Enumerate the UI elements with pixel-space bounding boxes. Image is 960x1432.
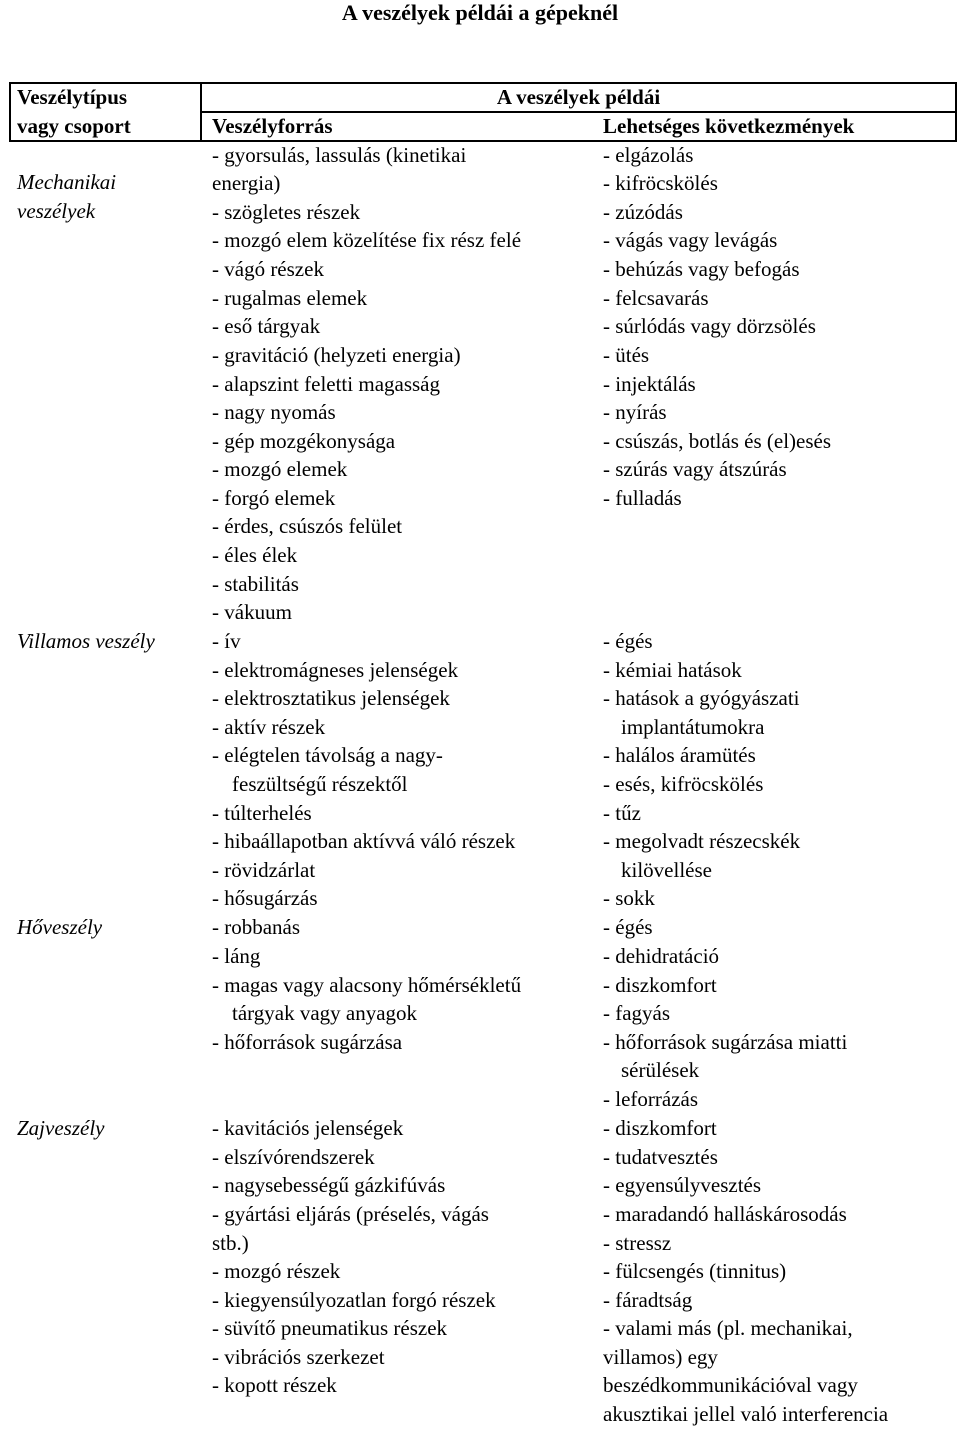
hazard-source-item: - magas vagy alacsony hőmérsékletű [212,973,522,997]
hazard-source-item: energia) [212,171,281,195]
hazard-source-item: - rövidzárlat [212,858,316,882]
hazard-type-label: Hőveszély [17,915,103,939]
hazard-source-item: - rugalmas elemek [212,286,368,310]
hazard-source-item: - elégtelen távolság a nagy- [212,743,443,767]
header-source: Veszélyforrás [212,114,333,138]
consequence-item: - vágás vagy levágás [603,228,778,252]
consequence-item: - csúszás, botlás és (el)esés [603,429,832,453]
consequence-item: - szúrás vagy átszúrás [603,457,787,481]
hazard-source-item: feszültségű részektől [232,772,408,796]
hazard-source-item: - gép mozgékonysága [212,429,396,453]
consequence-item: - stressz [603,1231,672,1255]
consequence-item: - nyírás [603,400,667,424]
consequence-item: - leforrázás [603,1087,699,1111]
consequence-item: - zúzódás [603,200,683,224]
consequence-item: - tudatvesztés [603,1145,718,1169]
hazard-source-item: - robbanás [212,915,301,939]
hazard-source-item: - nagy nyomás [212,400,336,424]
hazard-source-item: - kopott részek [212,1373,337,1397]
hazard-source-item: - aktív részek [212,715,326,739]
hazard-type-label: Mechanikai [17,170,117,194]
hazard-source-item: - gyorsulás, lassulás (kinetikai [212,143,467,167]
consequence-item: beszédkommunikációval vagy [603,1373,858,1397]
consequence-item: - ütés [603,343,650,367]
consequence-item: - súrlódás vagy dörzsölés [603,314,816,338]
hazard-source-item: - elszívórendszerek [212,1145,375,1169]
header-examples: A veszélyek példái [496,85,661,109]
hazard-source-item: - vákuum [212,600,292,624]
consequence-item: - égés [603,629,653,653]
consequence-item: - diszkomfort [603,1116,717,1140]
hazard-source-item: stb.) [212,1231,249,1255]
consequence-item: - fáradtság [603,1288,693,1312]
hazard-type-label: veszélyek [17,199,96,223]
consequence-item: - valami más (pl. mechanikai, [603,1316,853,1340]
hazard-source-item: tárgyak vagy anyagok [232,1001,418,1025]
hazard-source-item: - kavitációs jelenségek [212,1116,404,1140]
hazard-source-item: - nagysebességű gázkifúvás [212,1173,446,1197]
consequence-item: akusztikai jellel való interferencia [603,1402,889,1426]
hazard-source-item: - mozgó részek [212,1259,341,1283]
consequence-item: - injektálás [603,372,696,396]
hazard-source-item: - ív [212,629,241,653]
consequence-item: - fulladás [603,486,682,510]
consequence-item: - halálos áramütés [603,743,756,767]
page-title: A veszélyek példái a gépeknél [341,0,619,25]
consequence-item: - esés, kifröcskölés [603,772,764,796]
hazard-source-item: - hősugárzás [212,886,318,910]
hazard-source-item: - hibaállapotban aktívvá váló részek [212,829,516,853]
hazard-source-item: - eső tárgyak [212,314,321,338]
header-type-line1: Veszélytípus [17,85,128,109]
header-consequences: Lehetséges következmények [603,114,855,138]
consequence-item: - kifröcskölés [603,171,718,195]
consequence-item: - hőforrások sugárzása miatti [603,1030,848,1054]
consequence-item: - fagyás [603,1001,671,1025]
hazard-source-item: - kiegyensúlyozatlan forgó részek [212,1288,496,1312]
hazard-type-label: Villamos veszély [17,629,155,653]
hazard-source-item: - mozgó elem közelítése fix rész felé [212,228,522,252]
hazard-source-item: - gravitáció (helyzeti energia) [212,343,461,367]
hazard-source-item: - mozgó elemek [212,457,348,481]
hazard-source-item: - elektrosztatikus jelenségek [212,686,450,710]
consequence-item: - maradandó halláskárosodás [603,1202,847,1226]
consequence-item: - égés [603,915,653,939]
consequence-item: - egyensúlyvesztés [603,1173,762,1197]
consequence-item: - tűz [603,801,641,825]
consequence-item: sérülések [621,1058,700,1082]
consequence-item: - elgázolás [603,143,694,167]
consequence-item: - fülcsengés (tinnitus) [603,1259,787,1283]
hazard-source-item: - éles élek [212,543,298,567]
hazard-source-item: - érdes, csúszós felület [212,514,403,538]
hazard-source-item: - stabilitás [212,572,299,596]
consequence-item: - behúzás vagy befogás [603,257,800,281]
hazard-type-label: Zajveszély [17,1116,105,1140]
consequence-item: - diszkomfort [603,973,717,997]
consequence-item: villamos) egy [603,1345,718,1369]
hazard-source-item: - forgó elemek [212,486,336,510]
hazard-source-item: - láng [212,944,261,968]
consequence-item: - kémiai hatások [603,658,742,682]
hazard-source-item: - vibrációs szerkezet [212,1345,385,1369]
consequence-item: - dehidratáció [603,944,720,968]
hazard-source-item: - vágó részek [212,257,324,281]
consequence-item: - sokk [603,886,655,910]
consequence-item: - felcsavarás [603,286,709,310]
table-left-border [9,82,11,142]
hazard-source-item: - gyártási eljárás (préselés, vágás [212,1202,489,1226]
consequence-item: kilövellése [621,858,712,882]
hazard-source-item: - szögletes részek [212,200,361,224]
consequence-item: - megolvadt részecskék [603,829,801,853]
hazard-source-item: - süvítő pneumatikus részek [212,1316,448,1340]
header-type-line2: vagy csoport [17,114,131,138]
hazard-source-item: - elektromágneses jelenségek [212,658,459,682]
header-bottom-border [9,140,957,142]
hazard-source-item: - alapszint feletti magasság [212,372,440,396]
hazard-source-item: - túlterhelés [212,801,312,825]
consequence-item: implantátumokra [621,715,765,739]
hazard-source-item: - hőforrások sugárzása [212,1030,403,1054]
consequence-item: - hatások a gyógyászati [603,686,800,710]
